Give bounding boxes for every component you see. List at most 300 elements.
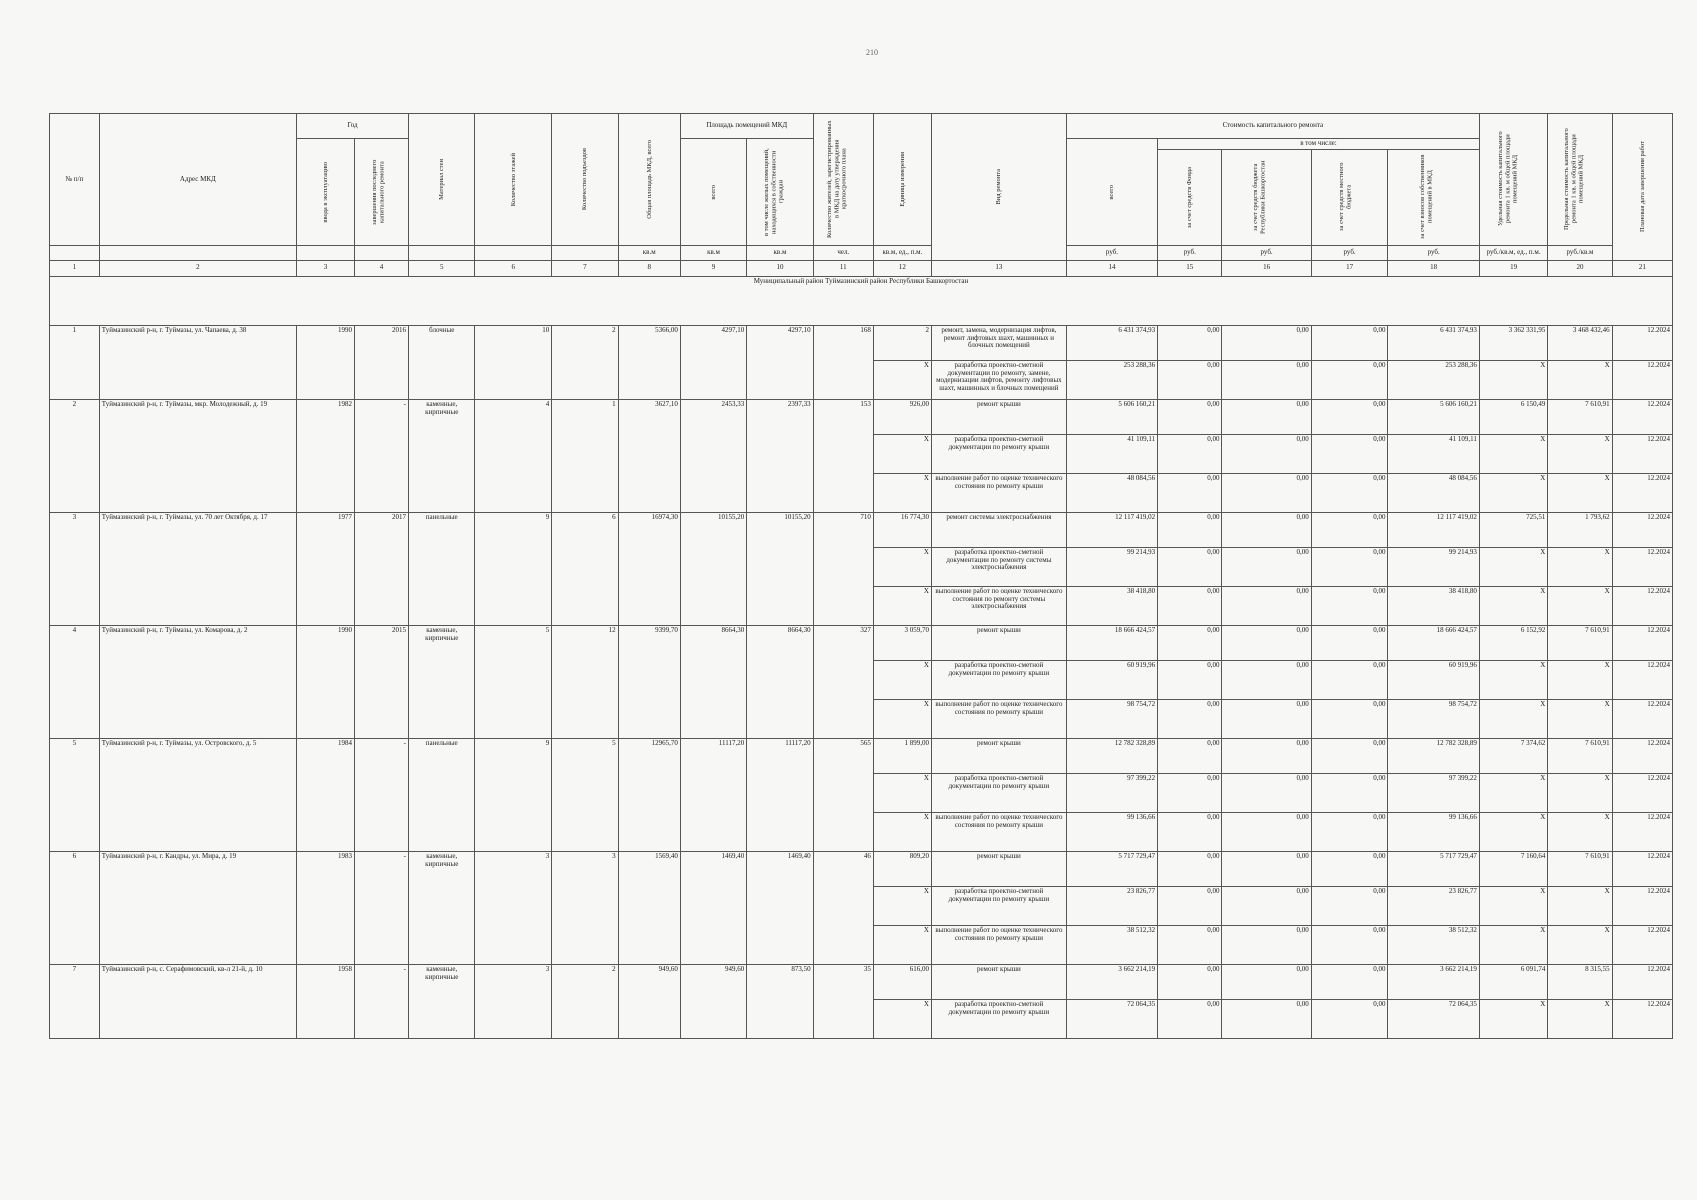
row-year-repair: - [355, 738, 409, 851]
work-cost-total: 5 606 160,21 [1066, 399, 1157, 434]
hdr-premises-area: Площадь помещений МКД [680, 114, 813, 139]
row-total-area: 3627,10 [618, 399, 680, 512]
work-cost-fund: 0,00 [1158, 625, 1222, 660]
work-deadline: 12.2024 [1612, 851, 1672, 886]
table-body [50, 276, 1673, 1038]
work-cost-republic: 0,00 [1222, 999, 1311, 1038]
work-quantity: X [873, 999, 931, 1038]
work-cost-fund: 0,00 [1158, 964, 1222, 999]
work-cost-local: 0,00 [1311, 886, 1388, 925]
hdr-work-type-text: Вид ремонта [995, 169, 1003, 205]
unit-cost-total: руб. [1066, 245, 1157, 260]
work-cost-owners: 12 782 328,89 [1388, 738, 1479, 773]
row-year-built: 1982 [296, 399, 354, 512]
work-type: разработка проектно-сметной документации по ремонту крыши [931, 660, 1066, 699]
work-cost-republic: 0,00 [1222, 964, 1311, 999]
work-cost-republic: 0,00 [1222, 886, 1311, 925]
work-unit-cost: 6 152,92 [1479, 625, 1547, 660]
row-index: 1 [50, 325, 100, 399]
row-residents: 565 [813, 738, 873, 851]
work-unit-cost: X [1479, 925, 1547, 964]
unit-cell-1 [50, 245, 100, 260]
work-quantity: X [873, 699, 931, 738]
work-cost-owners: 5 717 729,47 [1388, 851, 1479, 886]
work-type: ремонт крыши [931, 399, 1066, 434]
work-unit-cost: X [1479, 699, 1547, 738]
unit-total-area: кв.м [618, 245, 680, 260]
column-number: 19 [1479, 260, 1547, 276]
work-cost-owners: 3 662 214,19 [1388, 964, 1479, 999]
work-limit-cost: X [1548, 773, 1612, 812]
work-cost-local: 0,00 [1311, 773, 1388, 812]
work-cost-local: 0,00 [1311, 964, 1388, 999]
row-floors: 3 [475, 851, 552, 964]
work-cost-owners: 12 117 419,02 [1388, 512, 1479, 547]
work-deadline: 12.2024 [1612, 434, 1672, 473]
work-cost-republic: 0,00 [1222, 738, 1311, 773]
work-deadline: 12.2024 [1612, 964, 1672, 999]
row-area-all: 4297,10 [680, 325, 746, 399]
work-type: ремонт системы электроснабжения [931, 512, 1066, 547]
work-type: разработка проектно-сметной документации по ремонту крыши [931, 999, 1066, 1038]
hdr-wall-material-text: Материал стен [438, 158, 446, 200]
work-limit-cost: X [1548, 547, 1612, 586]
row-area-all: 949,60 [680, 964, 746, 1038]
unit-cell-6 [475, 245, 552, 260]
work-cost-owners: 41 109,11 [1388, 434, 1479, 473]
work-unit-cost: X [1479, 812, 1547, 851]
work-quantity: X [873, 660, 931, 699]
row-index: 6 [50, 851, 100, 964]
work-cost-local: 0,00 [1311, 434, 1388, 473]
work-cost-republic: 0,00 [1222, 547, 1311, 586]
row-floors: 4 [475, 399, 552, 512]
work-cost-local: 0,00 [1311, 586, 1388, 625]
work-cost-owners: 48 084,56 [1388, 473, 1479, 512]
column-number: 16 [1222, 260, 1311, 276]
work-type: разработка проектно-сметной документации по ремонту крыши [931, 773, 1066, 812]
work-quantity: 809,20 [873, 851, 931, 886]
work-quantity: X [873, 473, 931, 512]
work-cost-local: 0,00 [1311, 547, 1388, 586]
work-cost-republic: 0,00 [1222, 812, 1311, 851]
row-entrances: 1 [552, 399, 618, 512]
work-deadline: 12.2024 [1612, 738, 1672, 773]
row-area-res: 8664,30 [747, 625, 813, 738]
work-cost-local: 0,00 [1311, 699, 1388, 738]
work-cost-local: 0,00 [1311, 999, 1388, 1038]
hdr-premises-all [680, 139, 746, 246]
row-year-built: 1977 [296, 512, 354, 625]
hdr-residents [813, 114, 873, 246]
work-type: ремонт крыши [931, 625, 1066, 660]
unit-measure: кв.м, ед., п.м. [873, 245, 931, 260]
work-cost-local: 0,00 [1311, 325, 1388, 360]
row-floors: 9 [475, 512, 552, 625]
row-total-area: 12965,70 [618, 738, 680, 851]
work-quantity: 616,00 [873, 964, 931, 999]
column-number: 1 [50, 260, 100, 276]
hdr-residents-text: Количество жителей, зарегистрированных в МКД на дату утверждения краткосрочного плана [826, 120, 848, 239]
hdr-total-area [618, 114, 680, 246]
work-cost-owners: 5 606 160,21 [1388, 399, 1479, 434]
row-material: панельные [409, 738, 475, 851]
row-entrances: 5 [552, 738, 618, 851]
work-cost-fund: 0,00 [1158, 660, 1222, 699]
work-quantity: 1 899,00 [873, 738, 931, 773]
work-cost-total: 99 136,66 [1066, 812, 1157, 851]
work-unit-cost: X [1479, 660, 1547, 699]
column-number: 21 [1612, 260, 1672, 276]
work-unit-cost: X [1479, 586, 1547, 625]
work-unit-cost: X [1479, 999, 1547, 1038]
column-number: 15 [1158, 260, 1222, 276]
work-deadline: 12.2024 [1612, 699, 1672, 738]
work-unit-cost: X [1479, 360, 1547, 399]
work-limit-cost: X [1548, 925, 1612, 964]
row-material: каменные, кирпичные [409, 851, 475, 964]
row-year-repair: 2015 [355, 625, 409, 738]
work-cost-owners: 60 919,96 [1388, 660, 1479, 699]
work-deadline: 12.2024 [1612, 925, 1672, 964]
work-quantity: X [873, 547, 931, 586]
work-type: выполнение работ по оценке технического состояния по ремонту крыши [931, 699, 1066, 738]
work-limit-cost: X [1548, 473, 1612, 512]
work-cost-local: 0,00 [1311, 812, 1388, 851]
work-type: ремонт крыши [931, 964, 1066, 999]
work-cost-fund: 0,00 [1158, 547, 1222, 586]
work-cost-fund: 0,00 [1158, 925, 1222, 964]
row-total-area: 1569,40 [618, 851, 680, 964]
work-cost-owners: 97 399,22 [1388, 773, 1479, 812]
hdr-year-commission [296, 139, 354, 246]
hdr-entrances-text: Количество подъездов [581, 148, 589, 211]
hdr-cost-fund [1158, 149, 1222, 245]
work-unit-cost: X [1479, 547, 1547, 586]
work-cost-fund: 0,00 [1158, 512, 1222, 547]
row-year-built: 1990 [296, 325, 354, 399]
hdr-unit-measure-text: Единица измерения [898, 152, 906, 207]
table-row [50, 625, 1673, 660]
column-number: 5 [409, 260, 475, 276]
work-unit-cost: X [1479, 434, 1547, 473]
work-cost-total: 12 117 419,02 [1066, 512, 1157, 547]
work-cost-fund: 0,00 [1158, 886, 1222, 925]
work-cost-local: 0,00 [1311, 925, 1388, 964]
column-number: 18 [1388, 260, 1479, 276]
work-cost-republic: 0,00 [1222, 773, 1311, 812]
work-quantity: 926,00 [873, 399, 931, 434]
row-address: Туймазинский р-н, г. Туймазы, ул. 70 лет Октября, д. 17 [99, 512, 296, 625]
work-type: ремонт, замена, модернизация лифтов, ремонт лифтовых шахт, машинных и блочных помещений [931, 325, 1066, 360]
work-cost-republic: 0,00 [1222, 851, 1311, 886]
row-area-all: 10155,20 [680, 512, 746, 625]
hdr-year-commission-text: ввода в эксплуатацию [321, 161, 329, 223]
work-quantity: X [873, 434, 931, 473]
row-entrances: 12 [552, 625, 618, 738]
hdr-unit-measure [873, 114, 931, 246]
work-cost-owners: 23 826,77 [1388, 886, 1479, 925]
row-address: Туймазинский р-н, г. Туймазы, ул. Островского, д. 5 [99, 738, 296, 851]
work-cost-total: 253 288,36 [1066, 360, 1157, 399]
row-address: Туймазинский р-н, г. Кандры, ул. Мира, д. 19 [99, 851, 296, 964]
hdr-cost-republic-text: за счет средств бюджета Республики Башкортостан [1251, 160, 1266, 235]
column-number: 7 [552, 260, 618, 276]
row-material: блочные [409, 325, 475, 399]
row-entrances: 3 [552, 851, 618, 964]
work-cost-total: 99 214,93 [1066, 547, 1157, 586]
work-deadline: 12.2024 [1612, 325, 1672, 360]
work-limit-cost: X [1548, 660, 1612, 699]
work-cost-republic: 0,00 [1222, 699, 1311, 738]
row-residents: 168 [813, 325, 873, 399]
row-area-res: 2397,33 [747, 399, 813, 512]
work-type: ремонт крыши [931, 738, 1066, 773]
work-limit-cost: 7 610,91 [1548, 851, 1612, 886]
row-residents: 35 [813, 964, 873, 1038]
work-cost-republic: 0,00 [1222, 360, 1311, 399]
work-cost-total: 38 418,80 [1066, 586, 1157, 625]
work-cost-republic: 0,00 [1222, 325, 1311, 360]
work-limit-cost: 8 315,55 [1548, 964, 1612, 999]
hdr-address: Адрес МКД [99, 114, 296, 246]
work-cost-fund: 0,00 [1158, 325, 1222, 360]
hdr-floors-text: Количество этажей [509, 152, 517, 207]
work-limit-cost: X [1548, 434, 1612, 473]
unit-cost-owners: руб. [1388, 245, 1479, 260]
work-type: выполнение работ по оценке технического состояния по ремонту крыши [931, 925, 1066, 964]
work-cost-fund: 0,00 [1158, 699, 1222, 738]
row-total-area: 16974,30 [618, 512, 680, 625]
row-area-res: 10155,20 [747, 512, 813, 625]
work-cost-fund: 0,00 [1158, 360, 1222, 399]
row-area-res: 1469,40 [747, 851, 813, 964]
row-index: 3 [50, 512, 100, 625]
unit-residents: чел. [813, 245, 873, 260]
unit-premises-res: кв.м [747, 245, 813, 260]
work-cost-local: 0,00 [1311, 851, 1388, 886]
row-year-repair: - [355, 964, 409, 1038]
column-number: 14 [1066, 260, 1157, 276]
work-cost-fund: 0,00 [1158, 999, 1222, 1038]
column-number: 11 [813, 260, 873, 276]
hdr-cost-owners [1388, 149, 1479, 245]
work-cost-total: 6 431 374,93 [1066, 325, 1157, 360]
work-cost-republic: 0,00 [1222, 434, 1311, 473]
unit-cell-4 [355, 245, 409, 260]
work-unit-cost: 725,51 [1479, 512, 1547, 547]
work-cost-total: 48 084,56 [1066, 473, 1157, 512]
hdr-cost-group: Стоимость капитального ремонта [1066, 114, 1479, 139]
unit-premises-all: кв.м [680, 245, 746, 260]
row-area-res: 4297,10 [747, 325, 813, 399]
work-cost-fund: 0,00 [1158, 399, 1222, 434]
unit-cost-fund: руб. [1158, 245, 1222, 260]
repair-plan-sheet [49, 113, 1673, 1039]
hdr-deadline [1612, 114, 1672, 261]
row-year-built: 1983 [296, 851, 354, 964]
work-limit-cost: 7 610,91 [1548, 625, 1612, 660]
work-cost-republic: 0,00 [1222, 512, 1311, 547]
row-total-area: 9399,70 [618, 625, 680, 738]
hdr-year-last-repair [355, 139, 409, 246]
column-numbers-row [50, 260, 1673, 276]
row-entrances: 2 [552, 964, 618, 1038]
row-material: каменные, кирпичные [409, 625, 475, 738]
unit-unit-cost: руб./кв.м, ед., п.м. [1479, 245, 1547, 260]
column-number: 4 [355, 260, 409, 276]
work-cost-local: 0,00 [1311, 738, 1388, 773]
work-deadline: 12.2024 [1612, 625, 1672, 660]
work-quantity: 2 [873, 325, 931, 360]
work-deadline: 12.2024 [1612, 547, 1672, 586]
row-index: 4 [50, 625, 100, 738]
work-cost-fund: 0,00 [1158, 473, 1222, 512]
work-quantity: X [873, 812, 931, 851]
row-area-all: 8664,30 [680, 625, 746, 738]
work-cost-fund: 0,00 [1158, 738, 1222, 773]
work-cost-total: 18 666 424,57 [1066, 625, 1157, 660]
work-deadline: 12.2024 [1612, 660, 1672, 699]
hdr-cost-owners-text: за счет взносов собственников помещений в МКД [1418, 155, 1433, 240]
hdr-premises-res-text: в том числе жилых помещений, находящихся в собственности граждан [762, 148, 785, 236]
work-limit-cost: X [1548, 886, 1612, 925]
row-address: Туймазинский р-н, с. Серафимовский, кв-л 21-й, д. 10 [99, 964, 296, 1038]
work-cost-total: 23 826,77 [1066, 886, 1157, 925]
hdr-year: Год [296, 114, 408, 139]
hdr-unit-cost-text: Удельная стоимость капитального ремонта 1 кв. м общей площади помещений МКД [1496, 132, 1519, 227]
table-row [50, 399, 1673, 434]
work-cost-total: 5 717 729,47 [1066, 851, 1157, 886]
work-type: разработка проектно-сметной документации по ремонту крыши [931, 886, 1066, 925]
work-cost-fund: 0,00 [1158, 851, 1222, 886]
work-deadline: 12.2024 [1612, 773, 1672, 812]
work-quantity: 16 774,30 [873, 512, 931, 547]
work-unit-cost: X [1479, 473, 1547, 512]
row-total-area: 949,60 [618, 964, 680, 1038]
region-title: Муниципальный район Туймазинский район Республики Башкортостан [50, 276, 1673, 325]
column-number: 2 [99, 260, 296, 276]
work-cost-total: 12 782 328,89 [1066, 738, 1157, 773]
work-unit-cost: 7 374,62 [1479, 738, 1547, 773]
work-cost-owners: 38 512,32 [1388, 925, 1479, 964]
hdr-work-type [931, 114, 1066, 261]
work-deadline: 12.2024 [1612, 886, 1672, 925]
table-row [50, 964, 1673, 999]
work-cost-owners: 6 431 374,93 [1388, 325, 1479, 360]
hdr-premises-res [747, 139, 813, 246]
region-row [50, 276, 1673, 325]
row-material: каменные, кирпичные [409, 964, 475, 1038]
work-deadline: 12.2024 [1612, 360, 1672, 399]
page-number: 210 [866, 48, 878, 57]
unit-cell-3 [296, 245, 354, 260]
hdr-idx: № п/п [50, 114, 100, 246]
row-area-all: 2453,33 [680, 399, 746, 512]
work-cost-republic: 0,00 [1222, 625, 1311, 660]
row-year-built: 1990 [296, 625, 354, 738]
work-deadline: 12.2024 [1612, 999, 1672, 1038]
work-cost-republic: 0,00 [1222, 660, 1311, 699]
hdr-cost-fund-text: за счет средств Фонда [1186, 166, 1194, 228]
work-cost-total: 72 064,35 [1066, 999, 1157, 1038]
table-row [50, 851, 1673, 886]
work-cost-owners: 18 666 424,57 [1388, 625, 1479, 660]
work-cost-owners: 72 064,35 [1388, 999, 1479, 1038]
work-cost-fund: 0,00 [1158, 773, 1222, 812]
hdr-including: в том числе: [1158, 139, 1480, 150]
work-limit-cost: 1 793,62 [1548, 512, 1612, 547]
row-area-all: 11117,20 [680, 738, 746, 851]
column-number: 12 [873, 260, 931, 276]
hdr-entrances [552, 114, 618, 246]
work-cost-local: 0,00 [1311, 660, 1388, 699]
unit-cell-2 [99, 245, 296, 260]
work-cost-owners: 99 136,66 [1388, 812, 1479, 851]
work-cost-fund: 0,00 [1158, 586, 1222, 625]
work-quantity: X [873, 886, 931, 925]
row-material: панельные [409, 512, 475, 625]
work-cost-local: 0,00 [1311, 399, 1388, 434]
work-unit-cost: X [1479, 886, 1547, 925]
work-limit-cost: 7 610,91 [1548, 738, 1612, 773]
hdr-deadline-text: Плановая дата завершения работ [1638, 141, 1646, 233]
row-entrances: 6 [552, 512, 618, 625]
table-row [50, 325, 1673, 360]
work-cost-owners: 253 288,36 [1388, 360, 1479, 399]
work-deadline: 12.2024 [1612, 399, 1672, 434]
row-residents: 153 [813, 399, 873, 512]
work-type: ремонт крыши [931, 851, 1066, 886]
unit-cost-republic: руб. [1222, 245, 1311, 260]
column-number: 6 [475, 260, 552, 276]
work-cost-total: 97 399,22 [1066, 773, 1157, 812]
repair-plan-table [49, 113, 1673, 1039]
work-type: выполнение работ по оценке технического состояния по ремонту крыши [931, 473, 1066, 512]
work-type: выполнение работ по оценке технического состояния по ремонту крыши [931, 812, 1066, 851]
work-cost-owners: 38 418,80 [1388, 586, 1479, 625]
row-year-built: 1984 [296, 738, 354, 851]
work-cost-total: 41 109,11 [1066, 434, 1157, 473]
work-unit-cost: 6 091,74 [1479, 964, 1547, 999]
hdr-year-last-repair-text: завершения последнего капитального ремонта [370, 159, 385, 225]
work-cost-total: 3 662 214,19 [1066, 964, 1157, 999]
work-limit-cost: X [1548, 699, 1612, 738]
work-cost-fund: 0,00 [1158, 434, 1222, 473]
column-number: 3 [296, 260, 354, 276]
hdr-premises-all-text: всего [709, 184, 717, 200]
unit-cell-5 [409, 245, 475, 260]
work-type: выполнение работ по оценке технического состояния по ремонту системы электроснабжения [931, 586, 1066, 625]
work-deadline: 12.2024 [1612, 586, 1672, 625]
work-unit-cost: 3 362 331,95 [1479, 325, 1547, 360]
work-limit-cost: X [1548, 586, 1612, 625]
table-row [50, 512, 1673, 547]
work-type: разработка проектно-сметной документации по ремонту крыши [931, 434, 1066, 473]
work-cost-local: 0,00 [1311, 512, 1388, 547]
unit-limit-cost: руб./кв.м [1548, 245, 1612, 260]
work-quantity: X [873, 925, 931, 964]
work-cost-republic: 0,00 [1222, 473, 1311, 512]
row-year-repair: - [355, 399, 409, 512]
hdr-total-area-text: Общая площадь МКД, всего [645, 140, 653, 219]
hdr-wall-material [409, 114, 475, 246]
hdr-unit-cost [1479, 114, 1547, 246]
row-residents: 327 [813, 625, 873, 738]
row-total-area: 5366,00 [618, 325, 680, 399]
row-floors: 10 [475, 325, 552, 399]
row-residents: 710 [813, 512, 873, 625]
